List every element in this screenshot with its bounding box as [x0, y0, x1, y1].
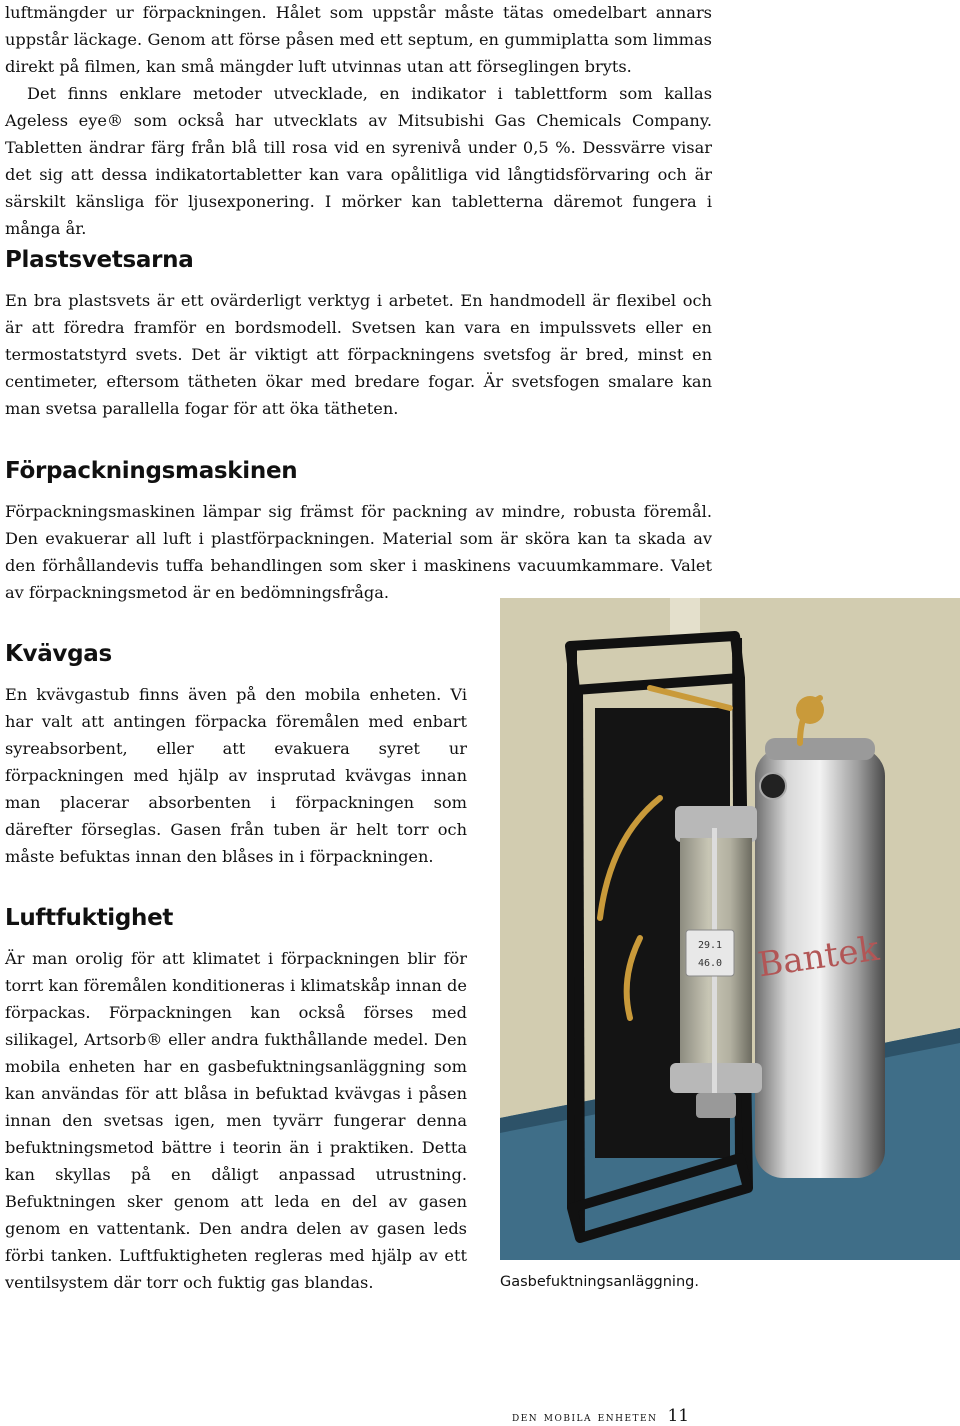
heading-plastsvetsarna: Plastsvetsarna — [5, 247, 194, 273]
tank-label: Bantek — [755, 928, 882, 986]
intro-text — [5, 0, 712, 242]
meter-bottom-reading: 46.0 — [697, 958, 723, 969]
page-footer — [512, 1406, 689, 1426]
heading-kvavgas: Kvävgas — [5, 641, 112, 667]
kvavgas-section — [5, 681, 467, 870]
brass-valve — [796, 696, 824, 724]
forpackningsmaskinen-section — [5, 498, 712, 606]
pressure-gauge — [760, 773, 786, 799]
luftfuktighet-paragraph: Är man orolig för att klimatet i förpackningen blir för torrt kan föremålen konditioneras i klimatskåp innan de förpackas. Förpackningen kan också förses med silikagel, Artsorb® eller andra fukthållande medel. Den mobila enheten har en gasbefuktningsanläggning som kan användas för att blåsa in befuktad kvävgas i påsen innan den svetsas igen, men tyvärr fungerar denna befuktningsmetod bättre i teorin än i praktiken. Detta kan skyllas på en dåligt anpassad utrustning. Befuktningen sker genom att leda en del av gasen genom en vattentank. Den andra delen av gasen leds förbi tanken. Luftfuktigheten regleras med hjälp av ett ventilsystem där torr och fuktig gas blandas. — [5, 949, 467, 1292]
page-number: 11 — [667, 1406, 690, 1426]
plastsvetsarna-section — [5, 287, 712, 422]
wall-outlet — [670, 598, 700, 638]
gas-humidifier-illustration — [500, 598, 960, 1260]
intro-paragraph-1: luftmängder ur förpackningen. Hålet som uppstår måste tätas omedelbart annars uppstår läckage. Genom att förse påsen med ett septum, en gummiplatta som limmas direkt på filmen, kan små mängder luft utvinnas utan att förseglingen bryts. — [5, 3, 712, 76]
intro-paragraph-2: Det finns enklare metoder utvecklade, en indikator i tablettform som kallas Ageless eye® som också har utvecklats av Mitsubishi Gas Chemicals Company. Tabletten ändrar färg från blå till rosa vid en syrenivå under 0,5 %. Dessvärre visar det sig att dessa indikatortabletter kan vara opålitliga vid långtidsförvaring och är särskilt känsliga för ljusexponering. I mörker kan tabletterna däremot fungera i många år. — [5, 84, 712, 238]
luftfuktighet-section — [5, 945, 467, 1296]
photo-caption: Gasbefuktningsanläggning. — [500, 1274, 699, 1290]
hygrometer-display — [686, 930, 734, 976]
plastsvetsarna-paragraph: En bra plastsvets är ett ovärderligt verktyg i arbetet. En handmodell är flexibel och är att föredra framför en bordsmodell. Svetsen kan vara en impulssvets eller en termostatstyrd svets. Det är viktigt att förpackningens svetsfog är bred, minst en centimeter, eftersom tätheten ökar med bredare fogar. Är svetsfogen smalare kan man svetsa parallella fogar för att öka tätheten. — [5, 291, 712, 418]
heading-luftfuktighet: Luftfuktighet — [5, 905, 174, 931]
gas-humidifier-photo — [500, 598, 960, 1260]
running-title: den mobila enheten — [512, 1410, 658, 1425]
meter-top-reading: 29.1 — [697, 940, 723, 951]
heading-forpackningsmaskinen: Förpackningsmaskinen — [5, 458, 298, 484]
forpackningsmaskinen-paragraph: Förpackningsmaskinen lämpar sig främst för packning av mindre, robusta föremål. Den evakuerar all luft i plastförpackningen. Material som är sköra kan ta skada av den förhållandevis tuffa behandlingen som sker i maskinens vacuumkammare. Valet av förpackningsmetod är en bedömningsfråga. — [5, 502, 712, 602]
kvavgas-paragraph: En kvävgastub finns även på den mobila enheten. Vi har valt att antingen förpacka föremålen med enbart syreabsorbent, eller att evakuera syret ur förpackningen med hjälp av insprutad kvävgas innan man placerar absorbenten i förpackningen som därefter förseglas. Gasen från tuben är helt torr och måste befuktas innan den blåses in i förpackningen. — [5, 685, 467, 866]
